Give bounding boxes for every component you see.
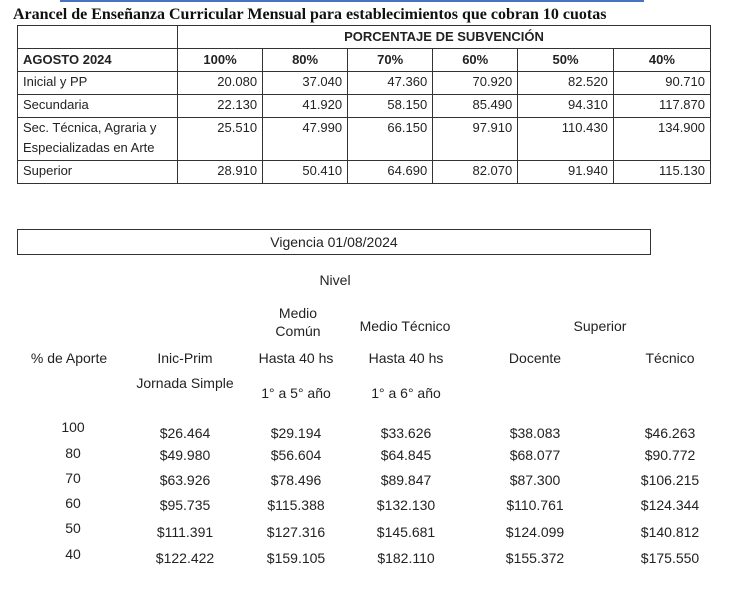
medio-tecnico-heading: Medio Técnico	[359, 318, 451, 334]
table-cell: $110.761	[506, 497, 564, 513]
table-cell: $115.388	[267, 497, 325, 513]
medio-comun-hours: Hasta 40 hs	[258, 350, 334, 366]
table-cell: 97.910	[433, 118, 518, 161]
table-cell: $106.215	[640, 472, 700, 488]
table-cell: $26.464	[159, 425, 211, 441]
table-header-row	[18, 49, 711, 72]
table-cell: 50.410	[263, 161, 348, 184]
table-cell: $46.263	[644, 425, 696, 441]
table-cell: $78.496	[270, 472, 322, 488]
row-label: Inicial y PP	[18, 72, 178, 95]
inic-prim-heading: Inic-Prim	[157, 350, 213, 366]
aporte-cell: 50	[65, 520, 81, 536]
top-rule	[60, 0, 644, 2]
page-title: Arancel de Enseñanza Curricular Mensual para establecimientos que cobran 10 cuotas	[13, 6, 607, 23]
table-cell: 70.920	[433, 72, 518, 95]
table-cell: $56.604	[270, 447, 322, 463]
table-cell: $87.300	[509, 472, 561, 488]
table-cell: 37.040	[263, 72, 348, 95]
table-cell: $63.926	[159, 472, 211, 488]
table-cell: $49.980	[159, 447, 211, 463]
table-cell: 117.870	[613, 95, 710, 118]
table-header-row	[18, 26, 711, 49]
row-label: Secundaria	[18, 95, 178, 118]
docente-heading: Docente	[508, 350, 562, 366]
medio-tecnico-years: 1° a 6° año	[371, 385, 441, 401]
column-header: 100%	[178, 49, 263, 72]
row-label: Superior	[18, 161, 178, 184]
row-label: Sec. Técnica, Agraria y Especializadas en Arte	[18, 118, 178, 161]
jornada-simple-heading: Jornada Simple	[136, 375, 234, 391]
table-cell: $182.110	[377, 550, 435, 566]
table-row	[18, 161, 711, 184]
aporte-cell: 70	[65, 470, 81, 486]
group-header: PORCENTAJE DE SUBVENCIÓN	[178, 26, 711, 49]
aporte-heading: % de Aporte	[30, 350, 108, 366]
table-cell: $90.772	[644, 447, 696, 463]
table-cell: 58.150	[348, 95, 433, 118]
table-cell: 22.130	[178, 95, 263, 118]
table-cell: 134.900	[613, 118, 710, 161]
table-cell: 115.130	[613, 161, 710, 184]
table-row	[18, 118, 711, 161]
table-row	[18, 95, 711, 118]
table-cell: 47.360	[348, 72, 433, 95]
table-cell: $64.845	[380, 447, 432, 463]
table-cell: $111.391	[156, 524, 214, 540]
table-cell: 47.990	[263, 118, 348, 161]
table-cell: $29.194	[270, 425, 322, 441]
table-cell: 28.910	[178, 161, 263, 184]
column-header: 60%	[433, 49, 518, 72]
table-row	[18, 72, 711, 95]
table-cell: 25.510	[178, 118, 263, 161]
table-cell: 90.710	[613, 72, 710, 95]
column-header: 70%	[348, 49, 433, 72]
table-cell: $140.812	[640, 524, 700, 540]
period-label: AGOSTO 2024	[18, 49, 178, 72]
tecnico-heading: Técnico	[645, 350, 695, 366]
table-cell: $132.130	[376, 497, 436, 513]
table-cell: $89.847	[380, 472, 432, 488]
table-cell: 41.920	[263, 95, 348, 118]
table-cell: $68.077	[509, 447, 561, 463]
table-cell: $159.105	[266, 550, 326, 566]
vigencia-box: Vigencia 01/08/2024	[17, 229, 651, 255]
table-cell: 110.430	[518, 118, 614, 161]
aporte-cell: 80	[65, 445, 81, 461]
table-cell: 64.690	[348, 161, 433, 184]
aporte-cell: 60	[65, 495, 81, 511]
table-cell: 20.080	[178, 72, 263, 95]
table-cell: 94.310	[518, 95, 614, 118]
empty-corner-cell	[18, 26, 178, 49]
medio-comun-heading: Medio Común	[275, 305, 321, 339]
column-header: 40%	[613, 49, 710, 72]
aporte-cell: 100	[61, 419, 85, 435]
column-header: 50%	[518, 49, 614, 72]
table-cell: 66.150	[348, 118, 433, 161]
table-cell: 82.070	[433, 161, 518, 184]
table-cell: $124.344	[640, 497, 700, 513]
aporte-cell: 40	[65, 546, 81, 562]
table-cell: $124.099	[505, 524, 565, 540]
table-cell: 91.940	[518, 161, 614, 184]
table-cell: $38.083	[509, 425, 561, 441]
table-cell: $145.681	[376, 524, 436, 540]
table-cell: $127.316	[266, 524, 326, 540]
column-header: 80%	[263, 49, 348, 72]
medio-tecnico-hours: Hasta 40 hs	[368, 350, 444, 366]
table-cell: 82.520	[518, 72, 614, 95]
superior-heading: Superior	[573, 318, 627, 334]
table-cell: $33.626	[380, 425, 432, 441]
table-cell: $122.422	[155, 550, 215, 566]
table-cell: 85.490	[433, 95, 518, 118]
arancel-table	[17, 25, 711, 184]
table-cell: $95.735	[159, 497, 211, 513]
nivel-heading: Nivel	[319, 272, 351, 288]
table-cell: $155.372	[505, 550, 565, 566]
medio-comun-years: 1° a 5° año	[261, 385, 331, 401]
table-cell: $175.550	[640, 550, 700, 566]
